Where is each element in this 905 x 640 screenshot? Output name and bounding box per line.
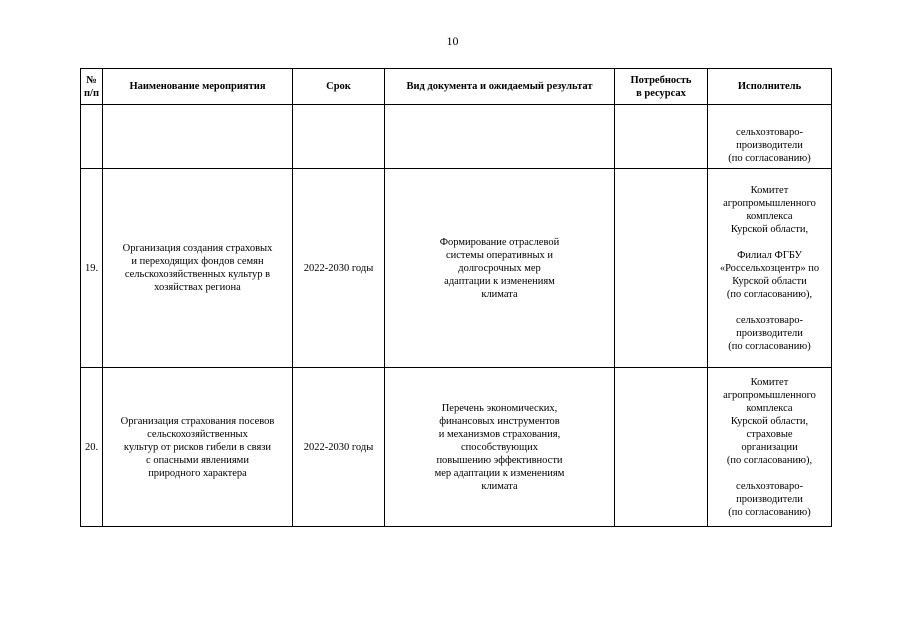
cell-term: 2022-2030 годы <box>293 368 385 527</box>
table-header-row <box>81 69 832 105</box>
page-number: 10 <box>446 34 459 48</box>
header-name: Наименование мероприятия <box>103 69 293 105</box>
cell-term: 2022-2030 годы <box>293 169 385 368</box>
cell-name: Организация страхования посевов сельскохозяйственных культур от рисков гибели в связи с опасными явлениями природного характера <box>103 368 293 527</box>
header-num: № п/п <box>81 69 103 105</box>
cell-doc: Перечень экономических, финансовых инструментов и механизмов страхования, способствующих повышению эффективности мер адаптации к изменениям климата <box>385 368 615 527</box>
header-executor: Исполнитель <box>708 69 832 105</box>
table-row-continuation <box>81 105 832 169</box>
cell-doc <box>385 105 615 169</box>
measures-table <box>80 68 832 527</box>
header-term: Срок <box>293 69 385 105</box>
header-doc: Вид документа и ожидаемый результат <box>385 69 615 105</box>
cell-num: 20. <box>81 368 103 527</box>
header-resources: Потребность в ресурсах <box>615 69 708 105</box>
cell-resources <box>615 105 708 169</box>
cell-executor: сельхозтоваро- производители (по согласованию) <box>708 105 832 169</box>
cell-num: 19. <box>81 169 103 368</box>
cell-doc: Формирование отраслевой системы оперативных и долгосрочных мер адаптации к изменениям климата <box>385 169 615 368</box>
cell-resources <box>615 169 708 368</box>
cell-executor: Комитет агропромышленного комплекса Курской области, страховые организации (по согласованию), сельхозтоваро- производители (по согласованию) <box>708 368 832 527</box>
cell-num <box>81 105 103 169</box>
cell-name <box>103 105 293 169</box>
table-row <box>81 368 832 527</box>
cell-resources <box>615 368 708 527</box>
cell-executor: Комитет агропромышленного комплекса Курской области, Филиал ФГБУ «Россельхозцентр» по Курской области (по согласованию), сельхозтоваро- производители (по согласованию) <box>708 169 832 368</box>
cell-term <box>293 105 385 169</box>
table-row <box>81 169 832 368</box>
cell-name: Организация создания страховых и переходящих фондов семян сельскохозяйственных культур в хозяйствах региона <box>103 169 293 368</box>
